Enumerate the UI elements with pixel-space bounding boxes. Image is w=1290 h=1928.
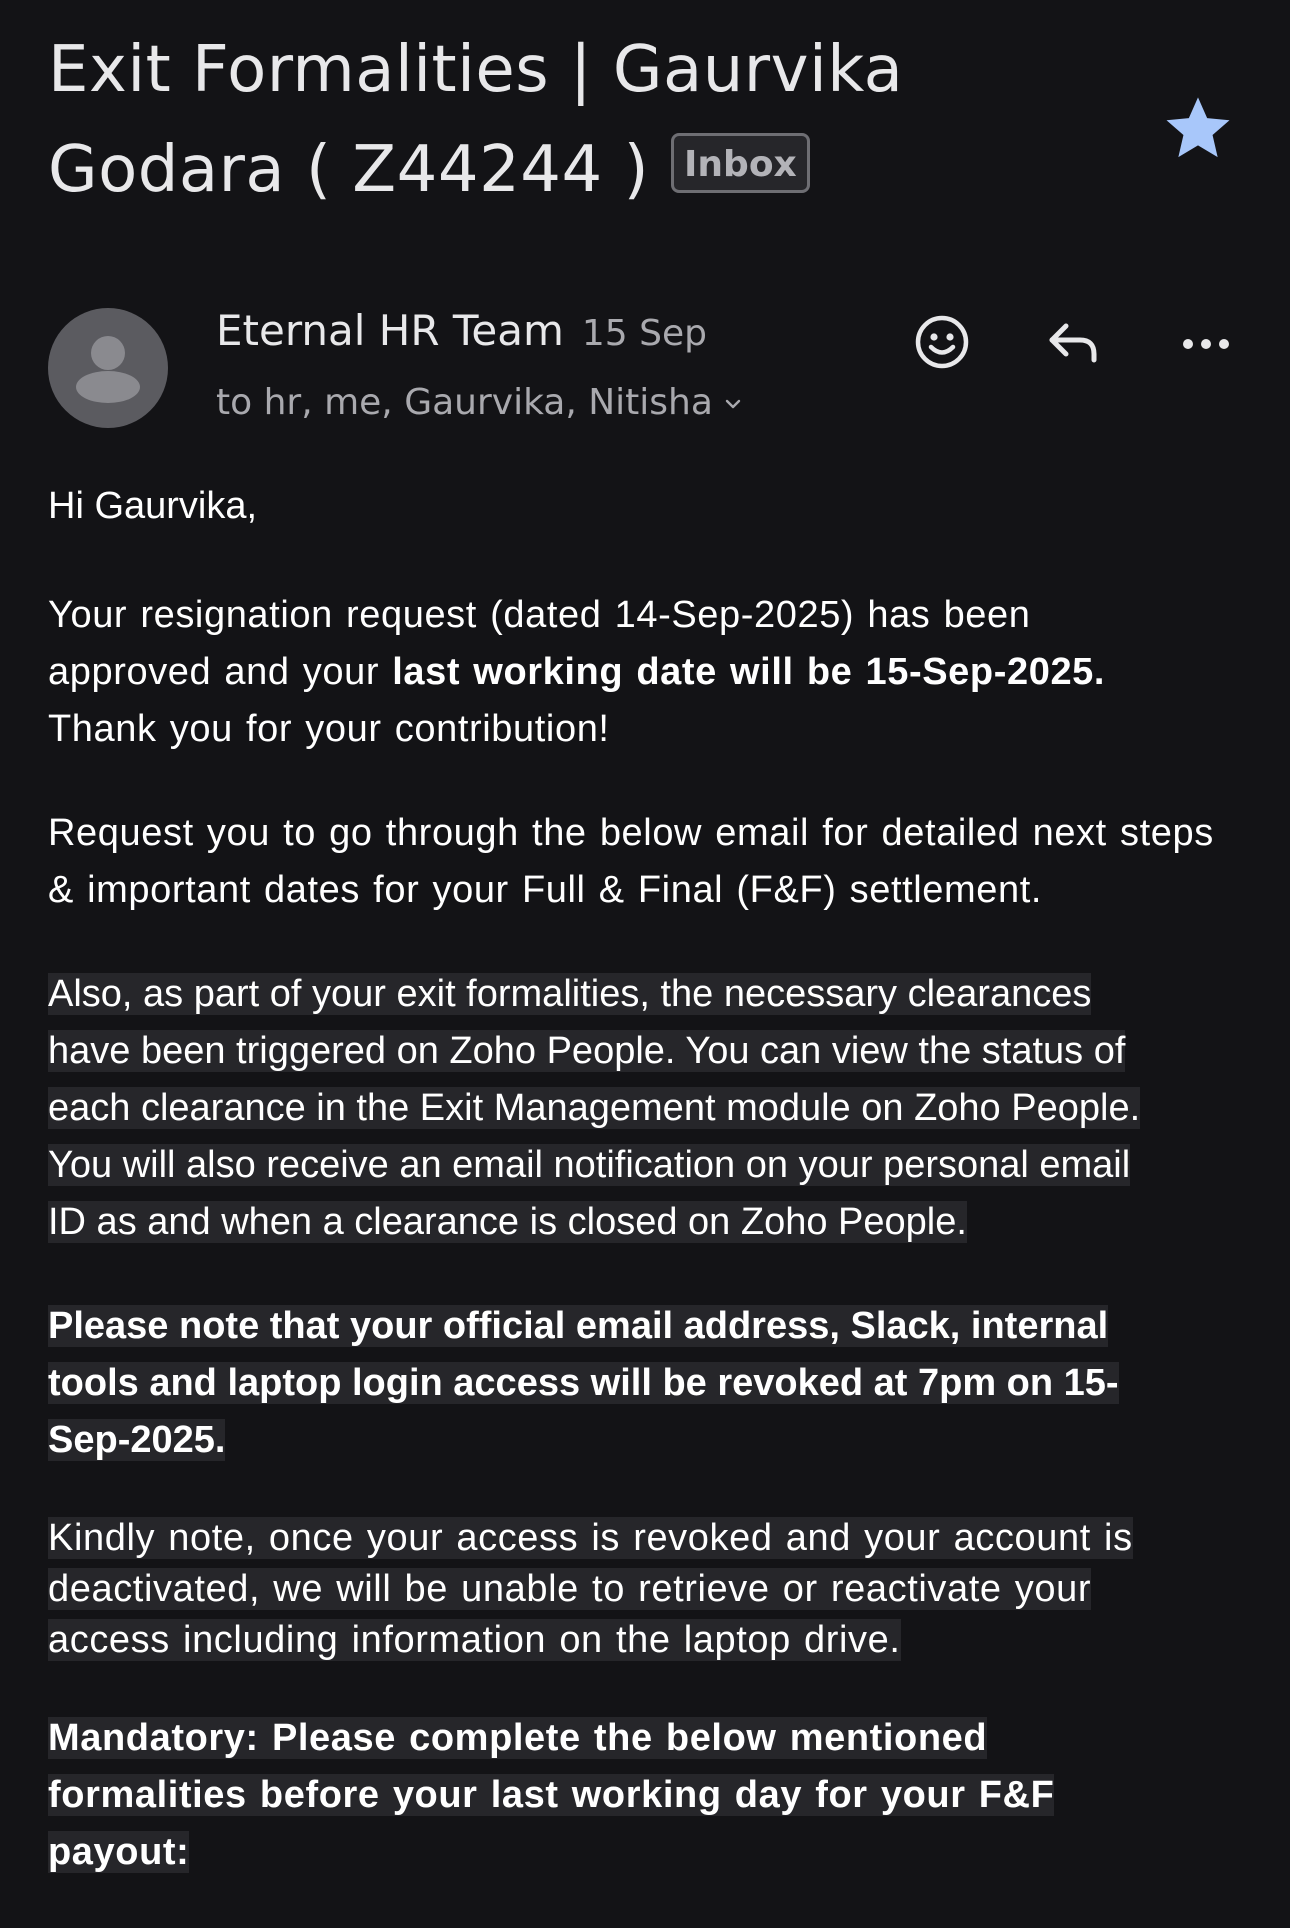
paragraph-kindly-note [48,1513,1248,1666]
email-date: 15 Sep [581,313,707,354]
mandatory-line-3: payout: [48,1831,190,1873]
kindly-line-2: deactivated, we will be unable to retrieve or reactivate your [48,1568,1092,1610]
star-icon[interactable] [1162,92,1234,164]
mandatory-line-1: Mandatory: Please complete the below mentioned [48,1717,988,1759]
kindly-line-3: access including information on the laptop drive. [48,1619,901,1661]
sender-avatar[interactable] [48,308,168,428]
kindly-line-1: Kindly note, once your access is revoked and your account is [48,1517,1133,1559]
sender-line [216,306,707,355]
email-subject [48,20,1148,220]
paragraph-approval [48,587,1188,758]
sender-name[interactable]: Eternal HR Team [216,306,564,355]
clearances-line-1: Also, as part of your exit formalities, the necessary clearances [48,973,1092,1015]
more-horizontal-icon[interactable] [1174,310,1238,374]
clearances-line-5: ID as and when a clearance is closed on Zoho People. [48,1201,967,1243]
email-body [48,478,1248,1881]
smiley-reaction-icon[interactable] [910,310,974,374]
access-line-3: Sep-2025. [48,1419,226,1461]
subject-line-2 [48,120,1148,220]
inbox-label-badge[interactable]: Inbox [671,133,810,193]
paragraph-access-revoked [48,1298,1248,1469]
chevron-down-icon [723,394,743,414]
subject-line-2-text: Godara ( Z44244 ) [48,133,650,207]
paragraph-next-steps: Request you to go through the below email for detailed next steps & important dates for your Full & Final (F&F) settlement. [48,812,1214,911]
clearances-line-3: each clearance in the Exit Management module on Zoho People. [48,1087,1141,1129]
paragraph-clearances [48,966,1248,1251]
thank-you-text: Thank you for your contribution! [48,708,610,750]
mandatory-line-2: formalities before your last working day for your F&F [48,1774,1055,1816]
access-line-1: Please note that your official email address, Slack, internal [48,1305,1109,1347]
last-working-date: last working date will be 15-Sep-2025. [392,651,1106,693]
recipients-toggle[interactable] [216,382,743,423]
clearances-line-2: have been triggered on Zoho People. You can view the status of [48,1030,1126,1072]
person-avatar-icon [48,308,168,428]
access-line-2: tools and laptop login access will be revoked at 7pm on 15- [48,1362,1119,1404]
approval-text: Your resignation request (dated 14-Sep-2025) has been approved and your [48,594,1031,693]
greeting: Hi Gaurvika, [48,485,258,527]
subject-line-1: Exit Formalities | Gaurvika [48,33,904,107]
clearances-line-4: You will also receive an email notification on your personal email [48,1144,1131,1186]
recipients-text: to hr, me, Gaurvika, Nitisha [216,382,713,423]
reply-arrow-icon[interactable] [1042,310,1106,374]
paragraph-mandatory [48,1710,1248,1881]
